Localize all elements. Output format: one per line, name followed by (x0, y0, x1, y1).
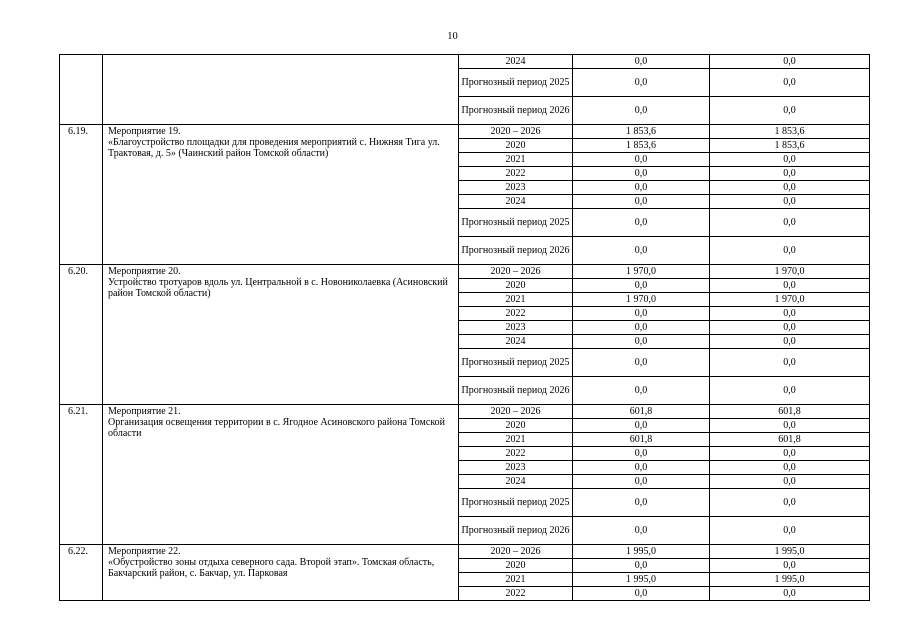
period-cell: 2024 (459, 335, 573, 349)
budget-value-cell: 0,0 (710, 461, 870, 475)
total-value-cell: 0,0 (573, 237, 710, 265)
total-value-cell: 0,0 (573, 489, 710, 517)
budget-value-cell: 1 970,0 (710, 293, 870, 307)
budget-value-cell: 0,0 (710, 447, 870, 461)
item-number: 6.20. (60, 265, 103, 405)
total-value-cell: 0,0 (573, 475, 710, 489)
period-cell: 2022 (459, 587, 573, 601)
total-value-cell: 0,0 (573, 517, 710, 545)
period-cell: 2022 (459, 167, 573, 181)
budget-value-cell: 1 970,0 (710, 265, 870, 279)
period-cell: 2024 (459, 195, 573, 209)
item-description (103, 55, 459, 125)
period-cell: 2022 (459, 447, 573, 461)
budget-value-cell: 0,0 (710, 475, 870, 489)
total-value-cell: 0,0 (573, 587, 710, 601)
total-value-cell: 1 970,0 (573, 265, 710, 279)
budget-value-cell: 1 853,6 (710, 139, 870, 153)
total-value-cell: 0,0 (573, 461, 710, 475)
item-title: Мероприятие 21. (108, 406, 181, 417)
total-value-cell: 0,0 (573, 419, 710, 433)
period-cell: 2020 – 2026 (459, 125, 573, 139)
total-value-cell: 0,0 (573, 279, 710, 293)
budget-value-cell: 0,0 (710, 167, 870, 181)
total-value-cell: 0,0 (573, 559, 710, 573)
total-value-cell: 0,0 (573, 69, 710, 97)
budget-value-cell: 0,0 (710, 279, 870, 293)
total-value-cell: 0,0 (573, 97, 710, 125)
total-value-cell: 1 853,6 (573, 125, 710, 139)
period-cell: Прогнозный период 2025 (459, 69, 573, 97)
period-cell: 2021 (459, 433, 573, 447)
item-text: Устройство тротуаров вдоль ул. Центральной в с. Новониколаевка (Асиновский район Томской области) (108, 277, 448, 299)
total-value-cell: 0,0 (573, 335, 710, 349)
item-number (60, 55, 103, 125)
budget-value-cell: 0,0 (710, 349, 870, 377)
period-cell: 2021 (459, 293, 573, 307)
budget-value-cell: 0,0 (710, 419, 870, 433)
period-cell: 2024 (459, 55, 573, 69)
budget-value-cell: 0,0 (710, 377, 870, 405)
item-text: «Благоустройство площадки для проведения мероприятий с. Нижняя Тига ул. Трактовая, д. 5» (Чаинский район Томской области) (108, 137, 440, 159)
table-row (60, 55, 870, 69)
total-value-cell: 1 995,0 (573, 573, 710, 587)
item-title: Мероприятие 19. (108, 126, 181, 137)
period-cell: 2020 (459, 559, 573, 573)
period-cell: Прогнозный период 2025 (459, 209, 573, 237)
period-cell: 2023 (459, 461, 573, 475)
budget-value-cell: 0,0 (710, 153, 870, 167)
budget-value-cell: 0,0 (710, 335, 870, 349)
period-cell: 2020 – 2026 (459, 405, 573, 419)
total-value-cell: 0,0 (573, 209, 710, 237)
item-text: «Обустройство зоны отдыха северного сада. Второй этап». Томская область, Бакчарский район, с. Бакчар, ул. Парковая (108, 557, 435, 579)
budget-value-cell: 0,0 (710, 559, 870, 573)
item-text: Организация освещения территории в с. Ягодное Асиновского района Томской области (108, 417, 446, 439)
period-cell: Прогнозный период 2026 (459, 377, 573, 405)
period-cell: Прогнозный период 2026 (459, 237, 573, 265)
budget-value-cell: 0,0 (710, 209, 870, 237)
total-value-cell: 0,0 (573, 447, 710, 461)
table-row (60, 125, 870, 139)
total-value-cell: 0,0 (573, 153, 710, 167)
total-value-cell: 601,8 (573, 433, 710, 447)
budget-value-cell: 0,0 (710, 55, 870, 69)
period-cell: 2024 (459, 475, 573, 489)
budget-value-cell: 0,0 (710, 97, 870, 125)
total-value-cell: 1 970,0 (573, 293, 710, 307)
total-value-cell: 0,0 (573, 377, 710, 405)
period-cell: 2021 (459, 153, 573, 167)
budget-value-cell: 0,0 (710, 195, 870, 209)
period-cell: Прогнозный период 2025 (459, 489, 573, 517)
item-description (103, 125, 459, 265)
period-cell: 2020 (459, 279, 573, 293)
period-cell: 2020 – 2026 (459, 265, 573, 279)
total-value-cell: 0,0 (573, 55, 710, 69)
budget-value-cell: 0,0 (710, 517, 870, 545)
budget-value-cell: 0,0 (710, 489, 870, 517)
period-cell: 2021 (459, 573, 573, 587)
period-cell: 2022 (459, 307, 573, 321)
budget-value-cell: 601,8 (710, 405, 870, 419)
period-cell: 2023 (459, 181, 573, 195)
total-value-cell: 0,0 (573, 167, 710, 181)
page-number: 10 (447, 31, 458, 42)
item-description (103, 405, 459, 545)
table-row (60, 545, 870, 559)
total-value-cell: 0,0 (573, 181, 710, 195)
period-cell: Прогнозный период 2026 (459, 97, 573, 125)
budget-table (59, 54, 870, 601)
period-cell: 2020 (459, 139, 573, 153)
total-value-cell: 1 995,0 (573, 545, 710, 559)
total-value-cell: 0,0 (573, 307, 710, 321)
total-value-cell: 0,0 (573, 195, 710, 209)
item-description (103, 545, 459, 601)
item-title: Мероприятие 20. (108, 266, 181, 277)
item-number: 6.22. (60, 545, 103, 601)
total-value-cell: 1 853,6 (573, 139, 710, 153)
item-description (103, 265, 459, 405)
period-cell: Прогнозный период 2025 (459, 349, 573, 377)
budget-value-cell: 0,0 (710, 321, 870, 335)
budget-value-cell: 0,0 (710, 237, 870, 265)
budget-table-body (60, 55, 870, 601)
budget-value-cell: 1 853,6 (710, 125, 870, 139)
table-row (60, 405, 870, 419)
total-value-cell: 601,8 (573, 405, 710, 419)
item-title: Мероприятие 22. (108, 546, 181, 557)
period-cell: 2020 (459, 419, 573, 433)
budget-value-cell: 0,0 (710, 181, 870, 195)
budget-value-cell: 0,0 (710, 587, 870, 601)
item-number: 6.21. (60, 405, 103, 545)
budget-value-cell: 601,8 (710, 433, 870, 447)
total-value-cell: 0,0 (573, 321, 710, 335)
budget-value-cell: 0,0 (710, 307, 870, 321)
item-number: 6.19. (60, 125, 103, 265)
period-cell: 2020 – 2026 (459, 545, 573, 559)
table-row (60, 265, 870, 279)
period-cell: Прогнозный период 2026 (459, 517, 573, 545)
budget-value-cell: 1 995,0 (710, 545, 870, 559)
budget-value-cell: 0,0 (710, 69, 870, 97)
period-cell: 2023 (459, 321, 573, 335)
total-value-cell: 0,0 (573, 349, 710, 377)
budget-value-cell: 1 995,0 (710, 573, 870, 587)
